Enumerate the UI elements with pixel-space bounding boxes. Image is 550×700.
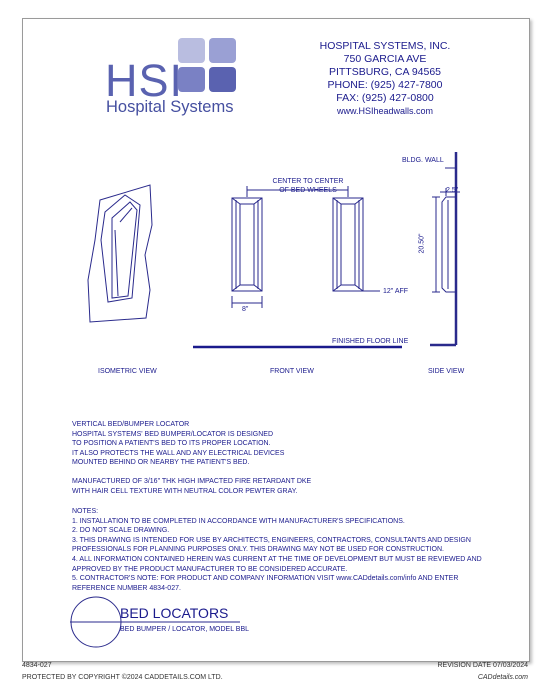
note-item: PROFESSIONALS FOR PLANNING PURPOSES ONLY. THIS DRAWING MAY NOT BE USED FOR CONSTRUCTION. bbox=[72, 546, 444, 554]
note-item: 4. ALL INFORMATION CONTAINED HEREIN WAS CURRENT AT THE TIME OF DEVELOPMENT BUT MUST BE REVIEWED AND bbox=[72, 555, 482, 563]
material-line: WITH HAIR CELL TEXTURE WITH NEUTRAL COLOR PEWTER GRAY. bbox=[72, 487, 298, 495]
copyright-notice: PROTECTED BY COPYRIGHT ©2024 CADDETAILS.COM LTD. bbox=[22, 674, 223, 681]
dim-depth-label: 2.5" bbox=[446, 187, 459, 194]
material-line: MANUFACTURED OF 3/16" THK HIGH IMPACTED FIRE RETARDANT DKE bbox=[72, 478, 312, 485]
notes-heading: NOTES: bbox=[72, 508, 99, 515]
reference-number: 4834-027 bbox=[22, 662, 52, 669]
dim-width-label: 8" bbox=[242, 306, 249, 313]
front-view bbox=[232, 186, 380, 308]
description-line: TO POSITION A PATIENT'S BED TO ITS PROPER LOCATION. bbox=[72, 440, 271, 448]
note-item: 2. DO NOT SCALE DRAWING. bbox=[72, 527, 170, 535]
caddetails-brand[interactable]: CADdetails.com bbox=[477, 674, 528, 681]
side-view bbox=[430, 152, 460, 345]
note-item: 5. CONTRACTOR'S NOTE: FOR PRODUCT AND COMPANY INFORMATION VISIT www.CADdetails.com/info AND ENTER bbox=[72, 575, 459, 583]
description-line: VERTICAL BED/BUMPER LOCATOR bbox=[72, 421, 190, 428]
drawing-title: BED LOCATORS bbox=[120, 605, 229, 621]
note-item: 1. INSTALLATION TO BE COMPLETED IN ACCORDANCE WITH MANUFACTURER'S SPECIFICATIONS. bbox=[72, 517, 405, 525]
bldg-wall-label: BLDG. WALL bbox=[402, 157, 444, 164]
note-item: APPROVED BY THE PRODUCT MANUFACTURER TO BE CONSIDERED ACCURATE. bbox=[72, 565, 348, 573]
company-name: HOSPITAL SYSTEMS, INC. bbox=[319, 40, 451, 52]
company-phone: PHONE: (925) 427-7800 bbox=[327, 79, 443, 91]
note-item: REFERENCE NUMBER 4834-027. bbox=[72, 584, 181, 592]
floor-line-label: FINISHED FLOOR LINE bbox=[332, 338, 409, 345]
description-line: HOSPITAL SYSTEMS' BED BUMPER/LOCATOR IS DESIGNED bbox=[72, 430, 274, 438]
note-item: 3. THIS DRAWING IS INTENDED FOR USE BY ARCHITECTS, ENGINEERS, CONTRACTORS, CONSULTANTS AND DESIGN bbox=[72, 536, 471, 544]
notes-block bbox=[72, 507, 482, 593]
company-web[interactable]: www.HSIheadwalls.com bbox=[336, 106, 434, 116]
dim-aff-label: 12" AFF bbox=[383, 288, 409, 295]
side-view-label: SIDE VIEW bbox=[428, 368, 465, 375]
revision-date: REVISION DATE 07/03/2024 bbox=[437, 662, 528, 669]
center-label-2: OF BED WHEELS bbox=[279, 187, 337, 194]
description-line: MOUNTED BEHIND OR NEARBY THE PATIENT'S BED. bbox=[72, 459, 250, 467]
center-label-1: CENTER TO CENTER bbox=[272, 178, 344, 185]
company-fax: FAX: (925) 427-0800 bbox=[336, 92, 434, 104]
dim-height-label: 20.50" bbox=[418, 233, 426, 254]
front-view-label: FRONT VIEW bbox=[270, 368, 314, 375]
company-city: PITTSBURG, CA 94565 bbox=[328, 66, 442, 78]
company-street: 750 GARCIA AVE bbox=[343, 53, 427, 65]
logo-subtitle: Hospital Systems bbox=[106, 98, 234, 116]
logo-text: HSI bbox=[105, 55, 184, 106]
description-line: IT ALSO PROTECTS THE WALL AND ANY ELECTRICAL DEVICES bbox=[72, 449, 285, 457]
isometric-view-label: ISOMETRIC VIEW bbox=[98, 368, 157, 375]
description-block bbox=[72, 420, 284, 468]
isometric-view bbox=[88, 185, 152, 322]
drawing-subtitle: BED BUMPER / LOCATOR, MODEL BBL bbox=[120, 626, 250, 633]
material-block bbox=[72, 477, 311, 496]
